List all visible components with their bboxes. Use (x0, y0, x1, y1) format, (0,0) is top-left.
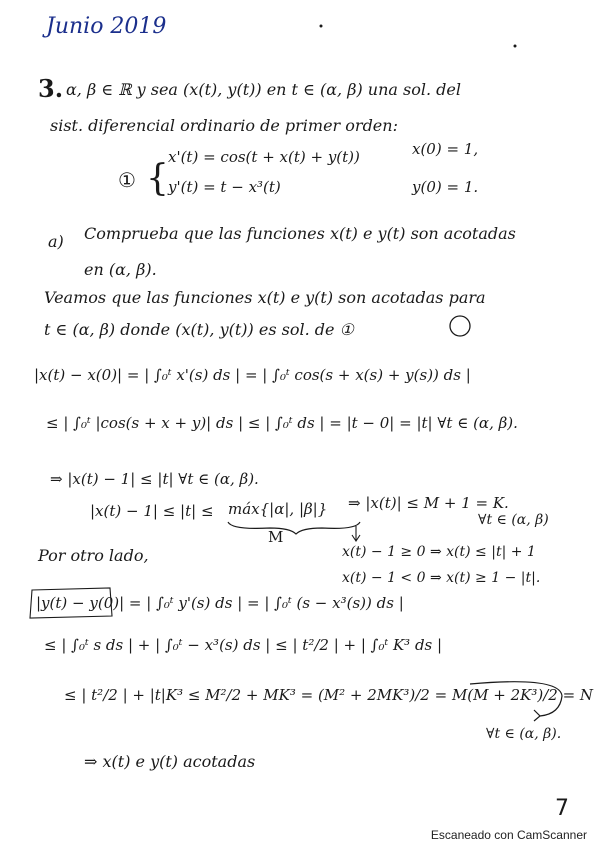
x-bound-chain: |x(t) − 1| ≤ |t| ≤ (90, 502, 214, 520)
scanner-footer: Escaneado con CamScanner (430, 828, 587, 842)
case-negative: x(t) − 1 < 0 ⇒ x(t) ≥ 1 − |t|. (342, 570, 541, 586)
equation-x-prime: x'(t) = cos(t + x(t) + y(t)) (168, 148, 360, 166)
solution-intro-line1: Veamos que las funciones x(t) e y(t) son acotadas para (44, 288, 486, 307)
system-brace: { (146, 158, 169, 199)
problem-number: 3. (38, 74, 64, 103)
arrowhead-icon (534, 710, 540, 721)
max-label-m: M (268, 528, 284, 546)
initial-condition-y: y(0) = 1. (412, 178, 479, 196)
y-bound-forall: ∀t ∈ (α, β). (486, 726, 562, 742)
y-integral-identity: |y(t) − y(0)| = | ∫₀ᵗ y'(s) ds | = | ∫₀ᵗ (s − x³(s)) ds | (36, 594, 404, 612)
max-alpha-beta: máx{|α|, |β|} (228, 500, 328, 518)
problem-statement-line2: sist. diferencial ordinario de primer orden: (50, 116, 398, 135)
underbrace-max (228, 522, 360, 534)
down-arrow-icon (352, 526, 360, 541)
case-nonnegative: x(t) − 1 ≥ 0 ⇒ x(t) ≤ |t| + 1 (342, 544, 536, 560)
problem-statement-line1: α, β ∈ ℝ y sea (x(t), y(t)) en t ∈ (α, β) una sol. del (66, 80, 461, 99)
stray-dot (320, 25, 323, 28)
x-bound-forall: ∀t ∈ (α, β) (478, 512, 549, 528)
part-a-label: a) (48, 232, 64, 251)
page-number: 7 (555, 796, 569, 821)
system-label: ① (118, 168, 136, 192)
conclusion: ⇒ x(t) e y(t) acotadas (84, 752, 256, 771)
x-integral-bound: ≤ | ∫₀ᵗ |cos(s + x + y)| ds | ≤ | ∫₀ᵗ ds | = |t − 0| = |t| ∀t ∈ (α, β). (46, 414, 518, 432)
y-integral-bound: ≤ | ∫₀ᵗ s ds | + | ∫₀ᵗ − x³(s) ds | ≤ | t²/2 | + | ∫₀ᵗ K³ ds | (44, 636, 443, 654)
initial-condition-x: x(0) = 1, (412, 140, 479, 158)
equation-y-prime: y'(t) = t − x³(t) (168, 178, 281, 196)
circle-one-mark (450, 316, 470, 336)
part-a-question-line1: Comprueba que las funciones x(t) e y(t) son acotadas (84, 224, 516, 243)
y-bound-final: ≤ | t²/2 | + |t|K³ ≤ M²/2 + MK³ = (M² + 2MK³)/2 = M(M + 2K³)/2 = N (64, 686, 594, 704)
other-side-label: Por otro lado, (38, 546, 149, 565)
x-bound-implication: ⇒ |x(t) − 1| ≤ |t| ∀t ∈ (α, β). (50, 470, 259, 488)
x-bounded-by-k: ⇒ |x(t)| ≤ M + 1 = K. (348, 494, 509, 512)
part-a-question-line2: en (α, β). (84, 260, 157, 279)
x-integral-identity: |x(t) − x(0)| = | ∫₀ᵗ x'(s) ds | = | ∫₀ᵗ cos(s + x(s) + y(s)) ds | (34, 366, 471, 384)
solution-intro-line2: t ∈ (α, β) donde (x(t), y(t)) es sol. de ① (44, 320, 354, 339)
page-title: Junio 2019 (46, 14, 167, 39)
stray-dot (514, 45, 517, 48)
